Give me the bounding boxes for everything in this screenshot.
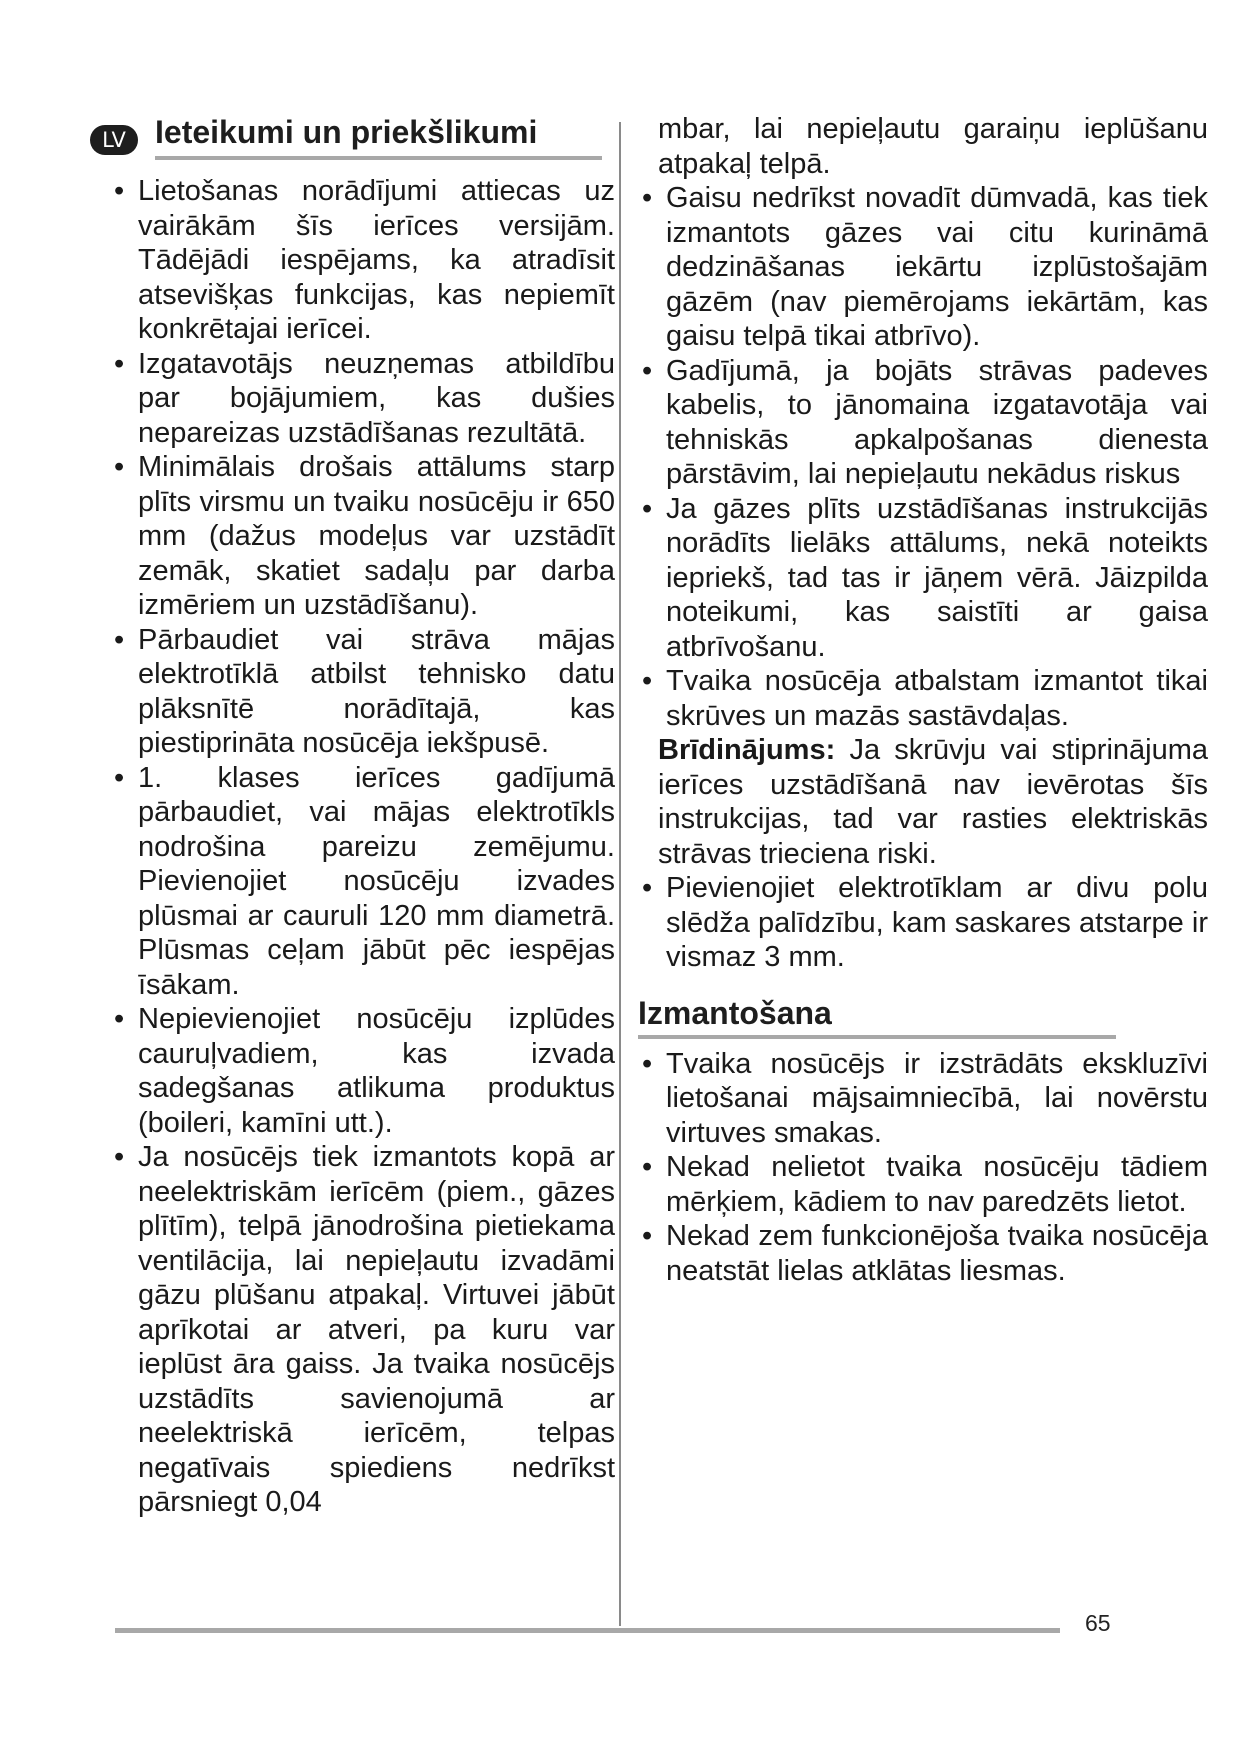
list-item: • Tvaika nosūcējs ir izstrādāts ekskluzīvi lietošanai mājsaimniecībā, lai novērstu virtuves smakas.	[638, 1047, 1208, 1151]
page-number: 65	[1085, 1610, 1111, 1636]
advice-list-continued	[638, 181, 1208, 733]
list-item: • Ja nosūcējs tiek izmantots kopā ar neelektriskām ierīcēm (piem., gāzes plītīm), telpā jānodrošina pietiekama ventilācija, lai nepieļautu izvadāmi gāzu plūšanu atpakaļ. Virtuvei jābūt aprīkotai ar atveri, pa kuru var ieplūst āra gaiss. Ja tvaika nosūcējs uzstādīts savienojumā ar neelektriskā ierīcēm, telpas negatīvais spiediens nedrīkst pārsniegt 0,04	[110, 1140, 615, 1520]
left-column	[102, 112, 615, 1520]
warning-paragraph	[638, 733, 1208, 871]
warning-label: Brīdinājums:	[658, 734, 836, 766]
column-divider	[619, 122, 621, 1626]
warning-text: Ja skrūvju vai stiprinājuma ierīces uzstādīšanā nav ievērotas šīs instrukcijas, tad var rasties elektriskās strāvas trieciena riski.	[658, 734, 1208, 870]
list-item: • Tvaika nosūcēja atbalstam izmantot tikai skrūves un mazās sastāvdaļas.	[638, 664, 1208, 733]
list-item: • Gadījumā, ja bojāts strāvas padeves kabelis, to jānomaina izgatavotāja vai tehniskās apkalpošanas dienesta pārstāvim, lai nepieļautu nekādus riskus	[638, 354, 1208, 492]
usage-header	[638, 987, 1208, 1047]
section-title: Ieteikumi un priekšlikumi	[155, 114, 538, 150]
list-item: • Nekad zem funkcionējoša tvaika nosūcēja neatstāt lielas atklātas liesmas.	[638, 1219, 1208, 1288]
footer-rule	[115, 1628, 1060, 1633]
list-item: • Izgatavotājs neuzņemas atbildību par bojājumiem, kas dušies nepareizas uzstādīšanas rezultātā.	[110, 347, 615, 451]
list-item: • Gaisu nedrīkst novadīt dūmvadā, kas tiek izmantots gāzes vai citu kurināmā dedzināšanas iekārtu izplūstošajām gāzēm (nav piemērojams iekārtām, kas gaisu telpā tikai atbrīvo).	[638, 181, 1208, 354]
usage-list	[638, 1047, 1208, 1289]
advice-list-end	[638, 871, 1208, 975]
list-item: • Nekad nelietot tvaika nosūcēju tādiem mērķiem, kādiem to nav paredzēts lietot.	[638, 1150, 1208, 1219]
list-item: • Minimālais drošais attālums starp plīts virsmu un tvaiku nosūcēju ir 650 mm (dažus modeļus var uzstādīt zemāk, skatiet sadaļu par darba izmēriem un uzstādīšanu).	[110, 450, 615, 623]
title-underline	[155, 156, 602, 160]
list-item: • Nepievienojiet nosūcēju izplūdes cauruļvadiem, kas izvada sadegšanas atlikuma produktus (boileri, kamīni utt.).	[110, 1002, 615, 1140]
usage-title: Izmantošana	[638, 994, 832, 1031]
list-item: • Lietošanas norādījumi attiecas uz vairākām šīs ierīces versijām. Tādējādi iespējams, ka atradīsit atsevišķas funkcijas, kas nepiemīt konkrētajai ierīcei.	[110, 174, 615, 347]
list-item: • 1. klases ierīces gadījumā pārbaudiet, vai mājas elektrotīkls nodrošina pareizu zemējumu. Pievienojiet nosūcēju izvades plūsmai ar cauruli 120 mm diametrā. Plūsmas ceļam jābūt pēc iespējas īsākam.	[110, 761, 615, 1003]
list-item: • Pārbaudiet vai strāva mājas elektrotīklā atbilst tehnisko datu plāksnītē norādītajā, kas piestiprināta nosūcēja iekšpusē.	[110, 623, 615, 761]
advice-list	[110, 174, 615, 1520]
section-header	[102, 112, 615, 162]
continued-paragraph: mbar, lai nepieļautu garaiņu ieplūšanu atpakaļ telpā.	[658, 113, 1208, 180]
language-badge: LV	[90, 125, 138, 155]
list-item: • Ja gāzes plīts uzstādīšanas instrukcijās norādīts lielāks attālums, nekā noteikts iepriekš, tad tas ir jāņem vērā. Jāizpilda noteikumi, kas saistīti ar gaisa atbrīvošanu.	[638, 492, 1208, 665]
usage-underline	[638, 1035, 1116, 1039]
list-item: • Pievienojiet elektrotīklam ar divu polu slēdža palīdzību, kam saskares atstarpe ir vismaz 3 mm.	[638, 871, 1208, 975]
right-column	[638, 112, 1208, 1288]
